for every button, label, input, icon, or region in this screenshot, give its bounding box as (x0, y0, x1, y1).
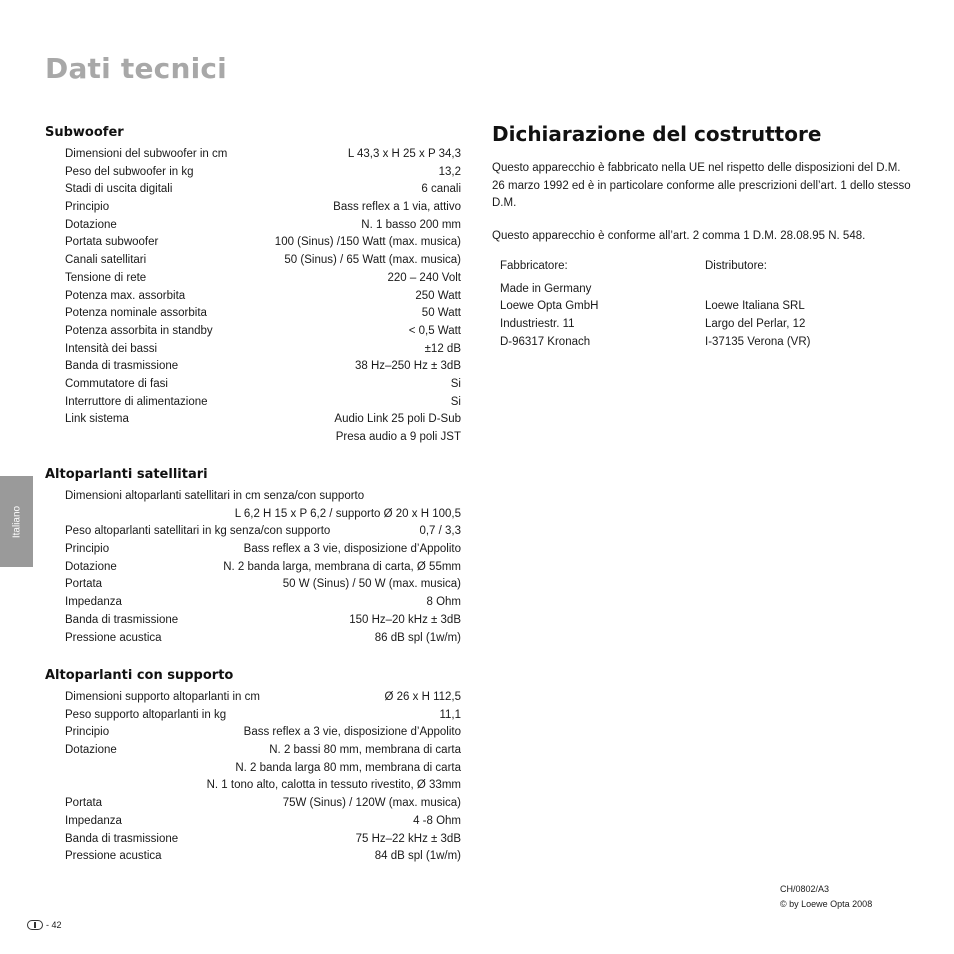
manufacturer-line: Loewe Opta GmbH (500, 300, 599, 313)
spec-label: Canali satellitari (65, 254, 147, 267)
distributor-label: Distributore: (705, 260, 767, 272)
spec-label: Portata (65, 578, 103, 591)
spec-label: Dimensioni altoparlanti satellitari in cm senza/con supporto (65, 490, 365, 502)
spec-label: Banda di trasmissione (65, 613, 179, 626)
page-number: - 42 (46, 920, 62, 930)
spec-value: N. 1 basso 200 mm (361, 218, 461, 231)
manufacturer-line: Industriestr. 11 (500, 318, 575, 331)
copyright-text: © by Loewe Opta 2008 (780, 899, 873, 909)
spec-row (65, 795, 461, 813)
spec-row (65, 630, 461, 648)
spec-label: Commutatore di fasi (65, 377, 168, 390)
spec-label: Interruttore di alimentazione (65, 395, 208, 408)
spec-label: Potenza assorbita in standby (65, 324, 213, 337)
spec-value: 8 Ohm (426, 596, 461, 609)
spec-label: Banda di trasmissione (65, 832, 179, 845)
stands-heading: Altoparlanti con supporto (45, 668, 234, 683)
spec-row (65, 234, 461, 252)
spec-row (65, 146, 461, 164)
spec-value: 75W (Sinus) / 120W (max. musica) (282, 797, 461, 810)
spec-value: Bass reflex a 1 via, attivo (333, 201, 461, 214)
spec-value: Si (450, 395, 461, 408)
spec-row (65, 358, 461, 376)
spec-label: Peso del subwoofer in kg (65, 165, 194, 178)
spec-label: Dotazione (65, 218, 117, 231)
spec-row (65, 288, 461, 306)
spec-value: L 43,3 x H 25 x P 34,3 (347, 148, 461, 160)
spec-value: 13,2 (438, 165, 461, 178)
spec-row (65, 523, 461, 541)
spec-row (65, 848, 461, 866)
distributor-line: I-37135 Verona (VR) (705, 335, 811, 348)
document-code: CH/0802/A3 (780, 884, 830, 894)
spec-row (65, 813, 461, 831)
spec-value: 75 Hz–22 kHz ± 3dB (355, 832, 461, 845)
spec-value: Bass reflex a 3 vie, disposizione d’Appolito (243, 726, 461, 739)
spec-label: Dotazione (65, 560, 117, 573)
spec-value: Ø 26 x H 112,5 (384, 691, 461, 703)
language-side-tab (0, 476, 33, 567)
spec-value: N. 2 banda larga 80 mm, membrana di carta (235, 761, 461, 774)
spec-row (65, 724, 461, 742)
spec-value: N. 2 banda larga, membrana di carta, Ø 55mm (223, 560, 461, 573)
spec-row (65, 576, 461, 594)
spec-value: 220 – 240 Volt (387, 271, 461, 284)
page-title: Dati tecnici (45, 52, 227, 85)
spec-value: 11,1 (439, 708, 461, 721)
spec-row (65, 217, 461, 235)
spec-value: 50 (Sinus) / 65 Watt (max. musica) (284, 254, 461, 267)
spec-label: Potenza max. assorbita (65, 289, 186, 302)
spec-row (65, 594, 461, 612)
spec-label: Pressione acustica (65, 850, 162, 863)
spec-row (65, 394, 461, 412)
manufacturer-block (500, 258, 598, 351)
spec-value: 50 W (Sinus) / 50 W (max. musica) (282, 578, 461, 591)
declaration-paragraph-1: Questo apparecchio è fabbricato nella UE nel rispetto delle disposizioni del D.M. 26 marzo 1992 ed è in particolare conforme alle prescrizioni dell’art. 1 dello stesso D.M. (492, 162, 911, 209)
spec-value: 4 -8 Ohm (413, 814, 461, 827)
spec-row (65, 181, 461, 199)
spec-row (65, 411, 461, 429)
spec-label: Intensità dei bassi (65, 342, 158, 355)
distributor-line: Largo del Perlar, 12 (705, 318, 806, 331)
spec-label: Potenza nominale assorbita (65, 307, 207, 320)
spec-value: N. 2 bassi 80 mm, membrana di carta (269, 744, 461, 757)
spec-value: 50 Watt (421, 307, 461, 320)
spec-value: Bass reflex a 3 vie, disposizione d’Appolito (243, 543, 461, 556)
spec-row (65, 559, 461, 577)
spec-label: Link sistema (65, 413, 129, 426)
page-number-block (27, 920, 62, 930)
spec-value: L 6,2 H 15 x P 6,2 / supporto Ø 20 x H 100,5 (234, 507, 461, 520)
country-code-icon (27, 920, 43, 930)
spec-row (65, 429, 461, 447)
declaration-heading: Dichiarazione del costruttore (492, 122, 822, 146)
manufacturer-label: Fabbricatore: (500, 260, 568, 272)
satellites-spec-table (65, 488, 461, 647)
spec-label: Portata subwoofer (65, 236, 159, 249)
spec-label: Tensione di rete (65, 271, 147, 284)
spec-row (65, 376, 461, 394)
distributor-block (705, 258, 810, 351)
subwoofer-spec-table (65, 146, 461, 447)
spec-value: 84 dB spl (1w/m) (374, 850, 461, 863)
spec-label: Dotazione (65, 744, 117, 757)
spec-value: 250 Watt (415, 289, 461, 302)
satellites-heading: Altoparlanti satellitari (45, 467, 208, 482)
spec-row (65, 323, 461, 341)
spec-row (65, 341, 461, 359)
spec-value: N. 1 tono alto, calotta in tessuto rivestito, Ø 33mm (206, 779, 461, 792)
spec-label: Dimensioni supporto altoparlanti in cm (65, 691, 260, 703)
distributor-line: Loewe Italiana SRL (705, 300, 805, 313)
spec-label: Portata (65, 797, 103, 810)
spec-label: Peso supporto altoparlanti in kg (65, 708, 227, 721)
spec-row (65, 760, 461, 778)
spec-value: Presa audio a 9 poli JST (335, 431, 461, 443)
spec-value: 150 Hz–20 kHz ± 3dB (349, 613, 461, 626)
spec-row (65, 506, 461, 524)
spec-label: Dimensioni del subwoofer in cm (65, 148, 228, 160)
spec-value: Si (450, 377, 461, 390)
language-tab-label: Italiano (11, 505, 22, 538)
spec-row (65, 612, 461, 630)
spec-value: 38 Hz–250 Hz ± 3dB (354, 360, 461, 373)
spec-value: Audio Link 25 poli D-Sub (334, 413, 461, 426)
spec-label: Banda di trasmissione (65, 360, 179, 373)
spec-value: 100 (Sinus) /150 Watt (max. musica) (274, 236, 461, 249)
spec-label: Principio (65, 543, 110, 556)
spec-value: 6 canali (421, 183, 461, 196)
spec-value: ±12 dB (424, 342, 461, 355)
spec-value: 0,7 / 3,3 (419, 525, 461, 538)
spec-row (65, 742, 461, 760)
spec-value: < 0,5 Watt (408, 324, 461, 337)
spec-label: Principio (65, 201, 110, 214)
spec-label: Impedanza (65, 596, 122, 609)
spec-row (65, 541, 461, 559)
spec-row (65, 305, 461, 323)
spec-label: Peso altoparlanti satellitari in kg senza/con supporto (65, 525, 331, 538)
subwoofer-heading: Subwoofer (45, 125, 124, 140)
stands-spec-table (65, 689, 461, 866)
spec-row (65, 831, 461, 849)
spec-row (65, 707, 461, 725)
spec-label: Pressione acustica (65, 631, 162, 644)
spec-row (65, 252, 461, 270)
spec-row (65, 488, 461, 506)
spec-row (65, 689, 461, 707)
declaration-paragraph-2: Questo apparecchio è conforme all’art. 2 comma 1 D.M. 28.08.95 N. 548. (492, 230, 866, 242)
spec-label: Impedanza (65, 814, 122, 827)
spec-row (65, 199, 461, 217)
spec-row (65, 270, 461, 288)
manufacturer-line: Made in Germany (500, 282, 592, 295)
spec-row (65, 777, 461, 795)
spec-value: 86 dB spl (1w/m) (374, 631, 461, 644)
manufacturer-line: D-96317 Kronach (500, 335, 591, 348)
document-code-block (780, 882, 872, 912)
spec-label: Principio (65, 726, 110, 739)
spec-row (65, 164, 461, 182)
spec-label: Stadi di uscita digitali (65, 183, 173, 196)
